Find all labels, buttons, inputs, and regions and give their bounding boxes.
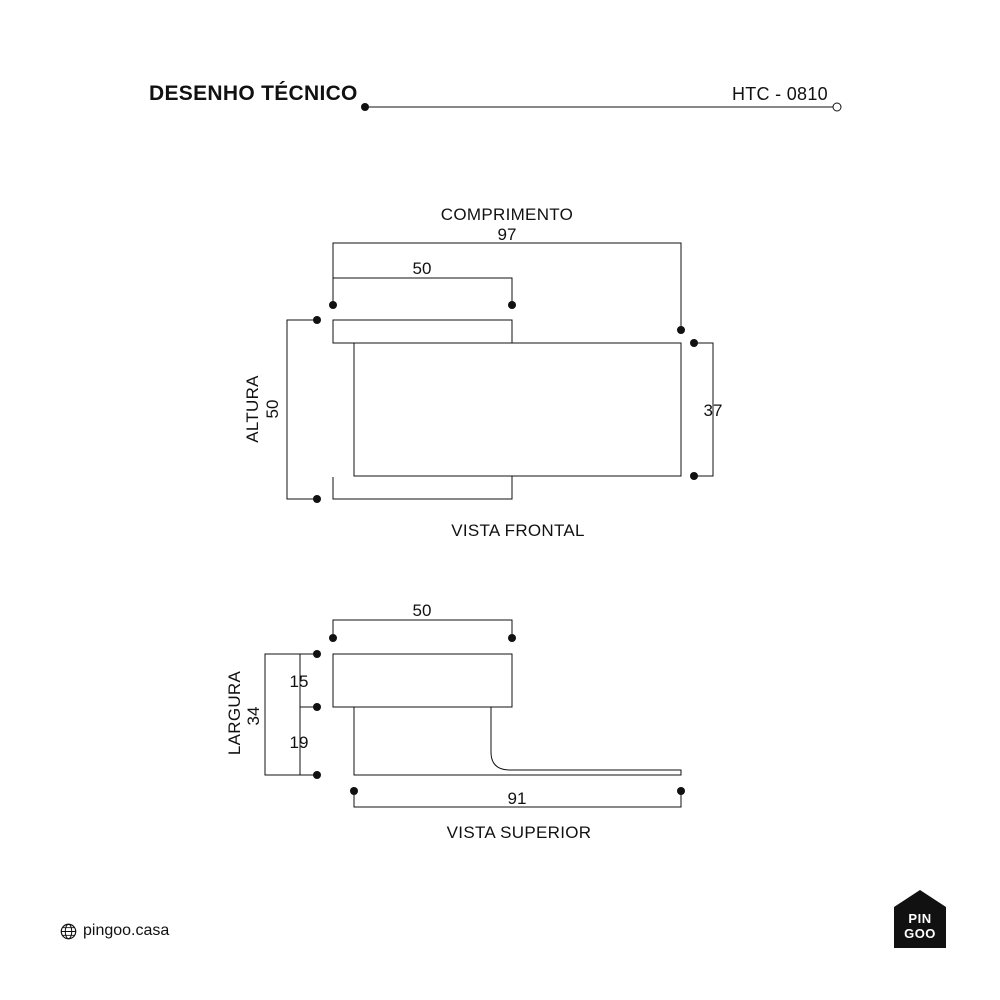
top-dimension-dots bbox=[313, 634, 685, 795]
frontal-top-width-dimension-line bbox=[333, 278, 512, 305]
lower-part-value: 19 bbox=[289, 733, 309, 752]
largura-value: 34 bbox=[244, 706, 263, 726]
globe-icon bbox=[60, 923, 77, 940]
altura-label: ALTURA bbox=[243, 375, 262, 443]
website-text: pingoo.casa bbox=[83, 922, 170, 939]
frontal-top-width-value: 50 bbox=[412, 259, 432, 278]
product-code: HTC - 0810 bbox=[731, 84, 828, 104]
logo-text-line2: GOO bbox=[904, 926, 936, 941]
frontal-view bbox=[287, 243, 713, 499]
top-handle-lever bbox=[354, 707, 681, 775]
comprimento-value: 97 bbox=[497, 225, 517, 244]
frontal-rosette-outline bbox=[333, 320, 512, 343]
altura-dimension-line bbox=[287, 320, 317, 499]
frontal-rosette-outline-bottom bbox=[333, 476, 512, 499]
frontal-view-label: VISTA FRONTAL bbox=[451, 521, 585, 540]
pingoo-logo bbox=[894, 890, 946, 948]
top-width-value: 50 bbox=[412, 601, 432, 620]
altura-value: 50 bbox=[263, 399, 282, 419]
largura-label: LARGURA bbox=[225, 670, 244, 756]
bottom-length-value: 91 bbox=[507, 789, 527, 808]
upper-part-value: 15 bbox=[289, 672, 309, 691]
top-rosette bbox=[333, 654, 512, 707]
top-view bbox=[265, 620, 681, 807]
top-width-dimension-line bbox=[333, 620, 512, 638]
right-height-value: 37 bbox=[703, 401, 723, 420]
top-view-label: VISTA SUPERIOR bbox=[446, 823, 592, 842]
website-link[interactable] bbox=[60, 922, 169, 940]
comprimento-label: COMPRIMENTO bbox=[440, 205, 574, 224]
drawing-title: DESENHO TÉCNICO bbox=[149, 82, 358, 105]
header-rule bbox=[361, 103, 841, 111]
logo-text-line1: PIN bbox=[908, 911, 932, 926]
frontal-handle-body bbox=[354, 343, 681, 476]
comprimento-dimension-line bbox=[333, 243, 681, 330]
frontal-dimension-dots bbox=[313, 301, 698, 503]
